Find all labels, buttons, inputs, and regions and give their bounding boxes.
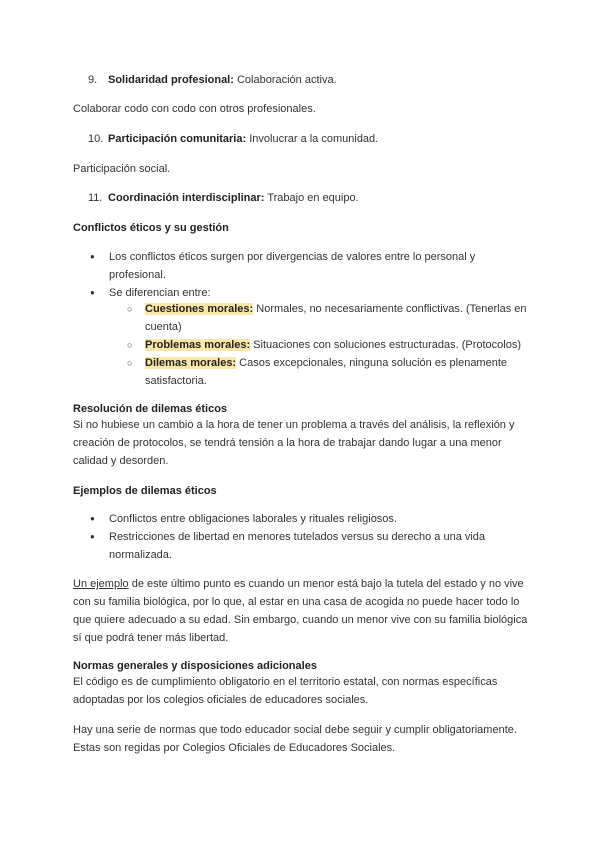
list-item	[127, 336, 527, 354]
highlighted-label: Dilemas morales:	[145, 357, 237, 369]
sub-list-moral-types	[127, 300, 527, 390]
paragraph-normas-2: Hay una serie de normas que todo educador social debe seguir y cumplir obligatoriamente. Estas son regidas por Colegios Oficiales de Educadores Sociales.	[73, 724, 517, 754]
list-item	[127, 300, 527, 336]
list-number: 9.	[88, 74, 98, 86]
list-item: ● Se diferencian entre:	[90, 284, 530, 302]
heading-resolucion: Resolución de dilemas éticos	[73, 403, 228, 415]
list-item: ● Los conflictos éticos surgen por divergencias de valores entre lo personal y profesional.	[90, 248, 530, 284]
highlighted-label: Cuestiones morales:	[145, 303, 254, 315]
paragraph-10-note: Participación social.	[73, 163, 171, 175]
list-item-9	[88, 71, 543, 89]
item-text: Colaboración activa.	[233, 74, 337, 86]
list-item-11	[88, 189, 543, 207]
paragraph-9-note: Colaborar codo con codo con otros profesionales.	[73, 103, 316, 115]
bullet-list-conflictos	[90, 248, 530, 302]
list-item: ● Restricciones de libertad en menores tutelados versus su derecho a una vida normalizada.	[90, 528, 530, 564]
heading-ejemplos: Ejemplos de dilemas éticos	[73, 485, 217, 497]
list-number: 10.	[88, 133, 104, 145]
list-item-10	[88, 130, 543, 148]
item-text: Involucrar a la comunidad.	[246, 133, 379, 145]
paragraph-normas-1: El código es de cumplimiento obligatorio en el territorio estatal, con normas específicas adoptadas por los colegios oficiales de educadores sociales.	[73, 676, 498, 706]
item-text: Situaciones con soluciones estructuradas. (Protocolos)	[250, 339, 522, 351]
underlined-text: Un ejemplo	[73, 578, 129, 590]
item-label: Participación comunitaria:	[108, 133, 247, 145]
item-label: Solidaridad profesional:	[108, 74, 234, 86]
paragraph-text: de este último punto es cuando un menor está bajo la tutela del estado y no vive con su familia biológica, por lo que, al estar en una casa de acogida no puede hacer todo lo que quiere adecuado a su edad. Sin embargo, cuando un menor vive con su familia biológica sí que podrá tener más libertad.	[73, 578, 528, 644]
item-label: Coordinación interdisciplinar:	[108, 192, 265, 204]
list-number: 11.	[88, 192, 103, 204]
list-item	[127, 354, 527, 390]
paragraph-resolucion: Si no hubiese un cambio a la hora de tener un problema a través del análisis, la reflexión y creación de protocolos, se tendrá tensión a la hora de trabajar dando lugar a una menor calidad y desorden.	[73, 419, 515, 467]
item-text: Trabajo en equipo.	[264, 192, 359, 204]
list-item: ● Conflictos entre obligaciones laborales y rituales religiosos.	[90, 510, 530, 528]
highlighted-label: Problemas morales:	[145, 339, 251, 351]
item-text: Casos excepcionales, ninguna solución es plenamente satisfactoria.	[145, 357, 508, 387]
bullet-list-ejemplos	[90, 510, 530, 564]
heading-normas: Normas generales y disposiciones adicionales	[73, 660, 317, 672]
item-text: Normales, no necesariamente conflictivas. (Tenerlas en cuenta)	[145, 303, 527, 333]
heading-conflictos: Conflictos éticos y su gestión	[73, 222, 229, 234]
paragraph-ejemplo	[73, 575, 528, 647]
